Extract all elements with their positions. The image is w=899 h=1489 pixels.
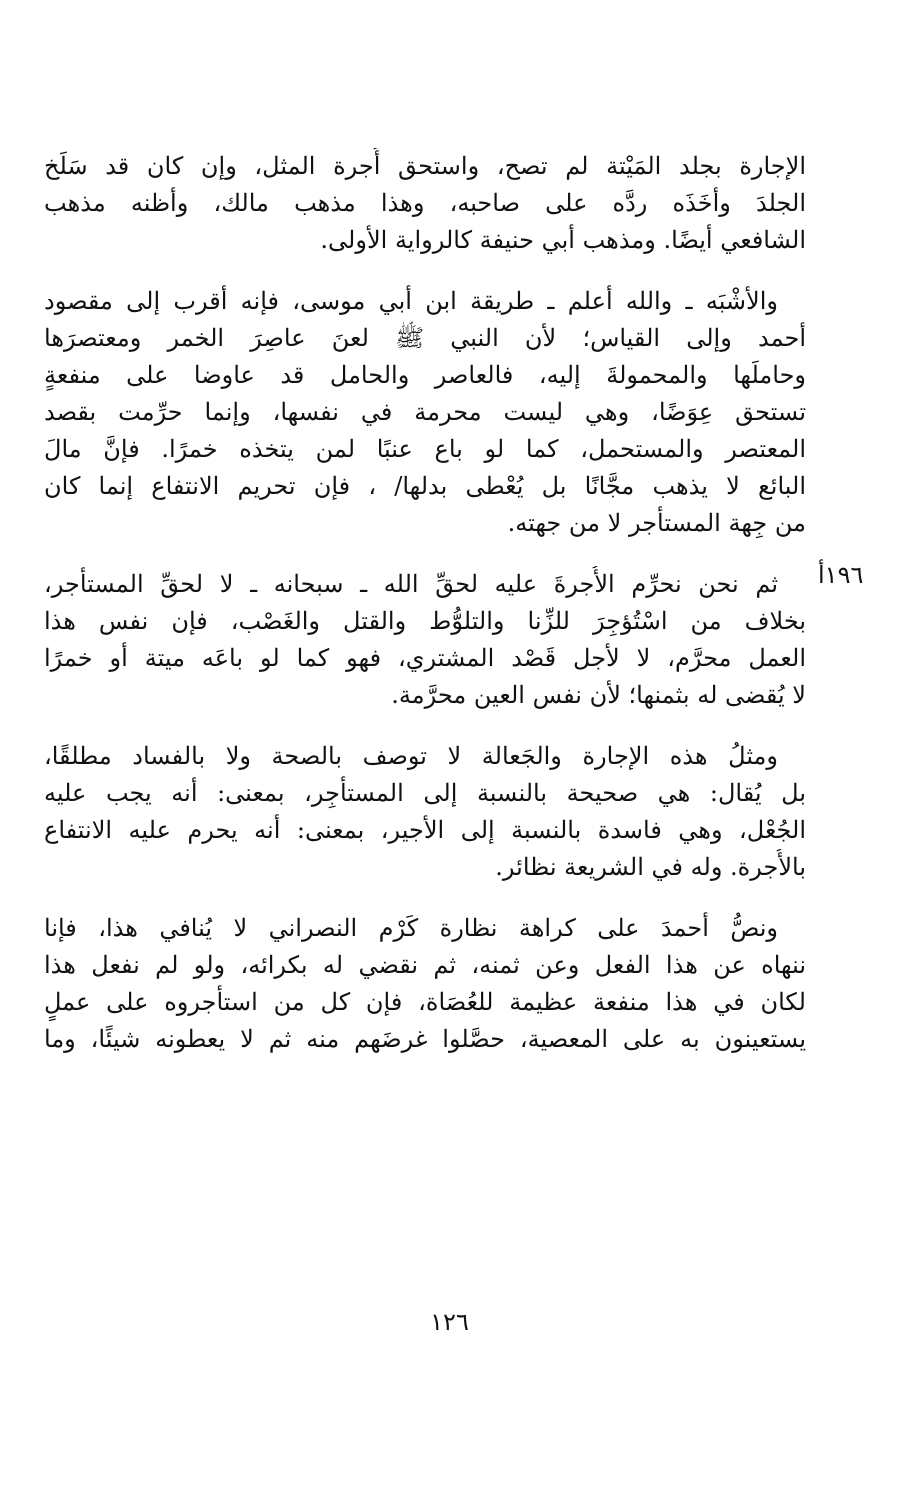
text-line: أحمد وإلى القياس؛ لأن النبي ﷺ لعنَ عاصِرَ الخمر ومعتصرَها (44, 324, 806, 352)
text-line: بل يُقال: هي صحيحة بالنسبة إلى المستأجِر، بمعنى: أنه يجب عليه (44, 779, 806, 807)
main-text (44, 148, 806, 1082)
text-line: من جِهة المستأجر لا من جهته. (507, 509, 806, 537)
text-line: الجلدَ وأخَذَه ردَّه على صاحبه، وهذا مذهب مالك، وأظنه مذهب (44, 189, 806, 217)
text-line: لكان في هذا منفعة عظيمة للعُصَاة، فإن كل من استأجروه على عملٍ (44, 988, 806, 1016)
manuscript-folio-note: ١٩٦أ (818, 561, 864, 589)
text-line: ننهاه عن هذا الفعل وعن ثمنه، ثم نقضي له بكرائه، ولو لم نفعل هذا (44, 951, 806, 979)
text-line: ثم نحن نحرِّم الأُجرةَ عليه لحقِّ الله ـ سبحانه ـ لا لحقِّ المستأجر، (44, 570, 778, 598)
paragraph-3 (44, 566, 806, 714)
text-line: العمل محرَّم، لا لأجل قَصْد المشتري، فهو كما لو باعَه ميتة أو خمرًا (44, 644, 806, 672)
text-line: لا يُقضى له بثمنها؛ لأن نفس العين محرَّمة. (391, 681, 806, 709)
text-line: وحاملَها والمحمولةَ إليه، فالعاصر والحامل قد عاوضا على منفعةٍ (44, 361, 806, 389)
text-line: بخلاف من اسْتُؤجِرَ للزِّنا والتلوُّط والقتل والغَصْب، فإن نفس هذا (44, 607, 806, 635)
text-line: والأشْبَه ـ والله أعلم ـ طريقة ابن أبي موسى، فإنه أقرب إلى مقصود (44, 287, 778, 315)
text-line: الشافعي أيضًا. ومذهب أبي حنيفة كالرواية الأولى. (320, 226, 806, 254)
page-number: ١٢٦ (430, 1308, 469, 1336)
paragraph-2 (44, 283, 806, 542)
text-line: البائع لا يذهب مجَّانًا بل يُعْطى بدلها/ ، فإن تحريم الانتفاع إنما كان (44, 472, 806, 500)
text-line: المعتصر والمستحمل، كما لو باع عنبًا لمن يتخذه خمرًا. فإنَّ مالَ (44, 435, 806, 463)
paragraph-4 (44, 738, 806, 886)
text-line: يستعينون به على المعصية، حصَّلوا غرضَهم منه ثم لا يعطونه شيئًا، وما (44, 1025, 806, 1053)
text-line: الجُعْل، وهي فاسدة بالنسبة إلى الأجير، بمعنى: أنه يحرم عليه الانتفاع (44, 816, 806, 844)
text-line: ونصُّ أحمدَ على كراهة نظارة كَرْم النصراني لا يُنافي هذا، فإنا (44, 914, 778, 942)
paragraph-5 (44, 910, 806, 1058)
text-line: تستحق عِوَضًا، وهي ليست محرمة في نفسها، وإنما حرِّمت بقصد (44, 398, 806, 426)
text-line: بالأُجرة. وله في الشريعة نظائر. (495, 853, 806, 881)
text-line: الإجارة بجلد المَيْتة لم تصح، واستحق أُجرة المثل، وإن كان قد سَلَخ (44, 152, 806, 180)
paragraph-1 (44, 148, 806, 259)
text-line: ومثلُ هذه الإجارة والجَعالة لا توصف بالصحة ولا بالفساد مطلقًا، (44, 742, 778, 770)
